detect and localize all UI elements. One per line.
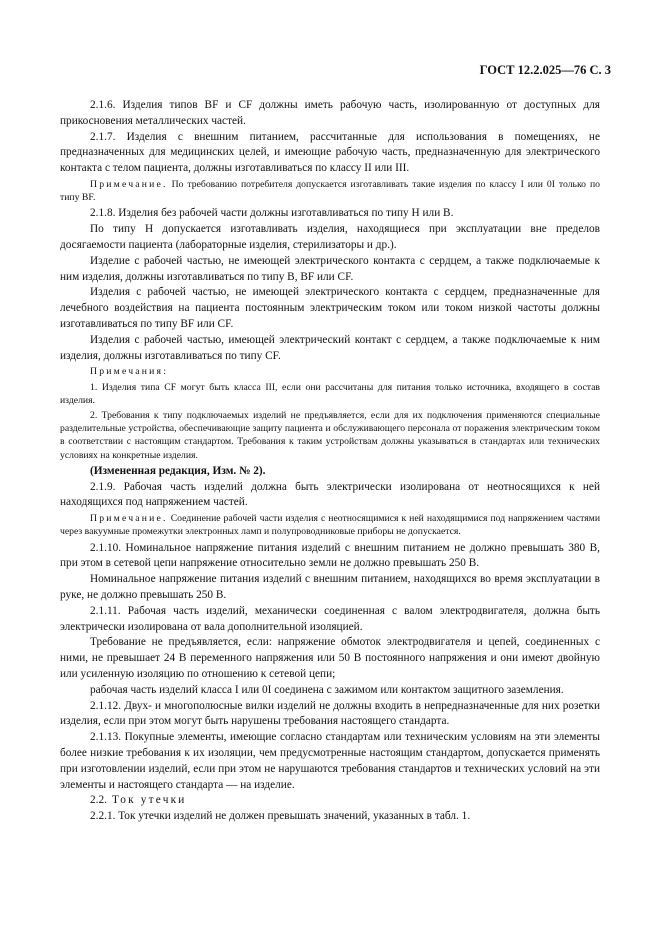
amendment-note: (Измененная редакция, Изм. № 2). bbox=[90, 464, 266, 477]
body-paragraph: По типу Н допускается изготавливать изделия, находящиеся при эксплуатации вне пределов досягаемости пациента (лабораторные изделия, стерилизаторы и др.). bbox=[60, 223, 600, 251]
body-paragraph: Изделия с рабочей частью, имеющей электрический контакт с сердцем, а также подключаемые к ним изделия, должны изготавливаться по типу CF. bbox=[60, 333, 600, 362]
note-label: Примечание. bbox=[90, 513, 168, 525]
body-paragraph: Изделия с рабочей частью, не имеющей электрического контакта с сердцем, предназначенные для лечебного воздействия на пациента постоянным электрическим током или током низкой частоты должны изготавливаться по типу BF или CF. bbox=[60, 286, 600, 330]
note-paragraph bbox=[60, 512, 600, 538]
body-paragraph: Номинальное напряжение питания изделий с внешним питанием, находящихся во время эксплуатации в руке, не должно превышать 250 В. bbox=[60, 573, 600, 601]
clause-2-1-12: 2.1.12. Двух- и многополюсные вилки изделий не должны входить в непредназначенные для них розетки изделия, если при этом могут быть нарушены требования настоящего стандарта. bbox=[60, 699, 600, 728]
body-paragraph: Требование не предъявляется, если: напряжение обмоток электродвигателя и цепей, соединенных с ними, не превышает 24 В переменного напряжения или 50 В постоянного напряжения и они имеют двойную или усиленную изоляцию по отношению к сетевой цепи; bbox=[60, 636, 600, 680]
note-text: Соединение рабочей части изделия с неотносящимися к ней находящимися под напряжением частями через вакуумные промежутки электронных ламп и полупроводниковые приборы не допускается. bbox=[60, 513, 600, 538]
section-title: Ток утечки bbox=[106, 794, 187, 807]
clause-2-1-9: 2.1.9. Рабочая часть изделий должна быть электрически изолирована от неотносящихся к ней находящихся под напряжением частей. bbox=[60, 480, 600, 509]
clause-2-1-11: 2.1.11. Рабочая часть изделий, механически соединенная с валом электродвигателя, должна быть электрически изолирована от вала дополнительной изоляцией. bbox=[60, 604, 600, 633]
clause-2-1-10: 2.1.10. Номинальное напряжение питания изделий с внешним питанием не должно превышать 380 В, при этом в сетевой цепи напряжение относительно земли не должно превышать 250 В. bbox=[60, 541, 600, 570]
section-number: 2.2. bbox=[90, 794, 107, 807]
clause-2-1-8: 2.1.8. Изделия без рабочей части должны изготавливаться по типу Н или В. bbox=[90, 207, 454, 220]
clause-2-1-7: 2.1.7. Изделия с внешним питанием, рассчитанные для использования в помещениях, не предназначенных для медицинских целей, и имеющие рабочую часть, предназначенную для электрического контакта с телом пациента, должны изготавливаться по классу II или III. bbox=[60, 130, 600, 175]
note-label: Примечание. bbox=[90, 178, 168, 190]
clause-2-1-6: 2.1.6. Изделия типов BF и CF должны иметь рабочую часть, изолированную от доступных для прикосновения металлических частей. bbox=[60, 99, 600, 127]
clause-2-2-1: 2.2.1. Ток утечки изделий не должен превышать значений, указанных в табл. 1. bbox=[90, 810, 471, 823]
page-content bbox=[60, 98, 600, 825]
note-item-1: 1. Изделия типа CF могут быть класса III, если они рассчитаны для питания только источника, входящего в состав изделия. bbox=[60, 381, 600, 406]
section-heading-2-2 bbox=[60, 793, 600, 809]
clause-2-1-13: 2.1.13. Покупные элементы, имеющие согласно стандартам или техническим условиям на эти элементы более низкие требования к их изоляции, чем предусмотренные настоящим стандартом, допускается применять при изготовлении изделий, если при этом не нарушаются требования стандартов и технических условий на эти элементы и настоящего стандарта — на изделие. bbox=[60, 731, 600, 791]
body-paragraph: рабочая часть изделий класса I или 0I соединена с зажимом или контактом защитного заземления. bbox=[90, 683, 564, 696]
body-paragraph: Изделие с рабочей частью, не имеющей электрического контакта с сердцем, а также подключаемые к ним изделия, должны изготавливаться по типу В, BF или CF. bbox=[60, 254, 600, 283]
note-item-2: 2. Требования к типу подключаемых изделий не предъявляется, если для их подключения применяются специальные разделительные устройства, обеспечивающие защиту пациента и обслуживающего персонала от поражения электрическим током в соответствии с настоящим стандартом. Требования к таким устройствам должны указываться в стандартах или технических условиях на конкретные изделия. bbox=[60, 409, 600, 461]
page-header: ГОСТ 12.2.025—76 С. 3 bbox=[479, 63, 611, 77]
note-text: По требованию потребителя допускается изготавливать такие изделия по классу I или 0I только по типу BF. bbox=[60, 178, 600, 204]
notes-heading bbox=[60, 365, 600, 378]
notes-label: Примечания: bbox=[90, 366, 169, 378]
note-paragraph bbox=[60, 178, 600, 204]
